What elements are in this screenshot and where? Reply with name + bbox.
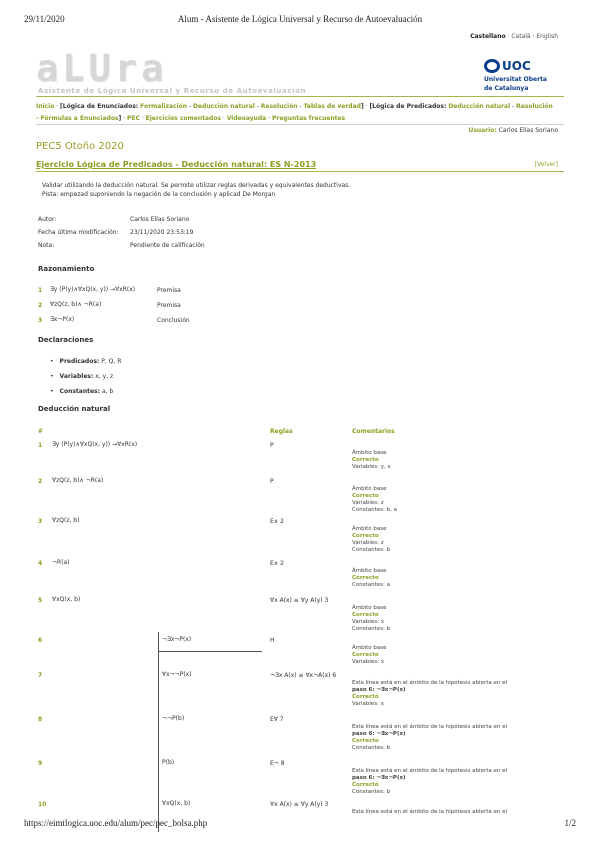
deduction-num: 3 [38, 518, 43, 525]
nav-p-deduccion[interactable]: Deducción natural [448, 103, 511, 110]
print-page: 1/2 [564, 818, 576, 828]
deduction-formula: ∀xQ(x, b) [162, 800, 191, 807]
status-correct: Correcto [352, 782, 379, 788]
deduction-rule: E∧ 2 [270, 560, 284, 567]
print-url: https://eimtlogica.uoc.edu/alum/pec/pec_bolsa.php [24, 818, 208, 828]
reasoning-role: Premisa [157, 287, 181, 294]
nav-ejercicios[interactable]: Ejercicios comentados [145, 115, 222, 122]
exercise-title: Ejercicio Lógica de Predicados - Deducción natural: ES N-2013 [36, 160, 317, 169]
reasoning-num: 1 [38, 287, 43, 294]
status-correct: Correcto [352, 694, 379, 700]
nav-p-resolucion[interactable]: Resolución [516, 103, 553, 110]
deduction-comment: Ámbito base Correcto Variables: z Constantes: b [352, 526, 552, 554]
deduction-num: 2 [38, 478, 43, 485]
deduction-num: 8 [38, 716, 43, 723]
deduction-title: Deducción natural [38, 405, 111, 413]
logo-wordmark: aLUra [36, 47, 168, 90]
deduction-num: 1 [38, 442, 43, 449]
deduction-rule: ∀x A(x) ≡ ∀y A(y) 3 [270, 597, 329, 604]
author: Carlos Elías Soriano [130, 216, 190, 223]
nav-faq[interactable]: Preguntas frecuentes [271, 115, 346, 122]
lang-english[interactable]: English [536, 33, 558, 40]
grade-note: Pendiente de calificación [130, 242, 205, 249]
nav-formulas[interactable]: - Fórmulas a Enunciados [36, 115, 119, 122]
nav-tablas[interactable]: Tablas de verdad [303, 103, 361, 110]
deduction-comment: Ámbito base Correcto Constantes: a [352, 568, 552, 589]
decl-predicates: • Predicados: P, Q, R [50, 358, 121, 365]
uoc-name-1: Universitat Oberta [484, 76, 547, 83]
deduction-comment: Ámbito base Correcto Variables: y, x [352, 450, 552, 471]
reasoning-formula: ∀zQ(z, b)∧ ¬R(a) [50, 301, 102, 308]
deduction-num: 10 [38, 801, 47, 808]
alura-logo[interactable] [36, 47, 168, 90]
page-title: PEC5 Otoño 2020 [36, 141, 124, 152]
status-correct: Correcto [352, 533, 379, 539]
deduction-formula: ¬¬P(b) [162, 715, 185, 722]
deduction-num: 4 [38, 560, 43, 567]
deduction-num: 6 [38, 637, 43, 644]
deduction-rule: P [270, 478, 274, 485]
logo-subtitle: Asistente de Lógica Universal y Recurso de Autoevaluación [38, 87, 307, 95]
back-link[interactable]: [Volver] [534, 161, 558, 168]
deduction-comment: Esta línea está en el ámbito de la hipótesis abierta en el [352, 809, 508, 815]
divider [36, 96, 564, 97]
deduction-rule: E∀ 7 [270, 716, 284, 723]
lang-current: Castellano [470, 33, 506, 40]
reasoning-role: Premisa [157, 302, 181, 309]
hint: Pista: empezad suponiendo la negación de la conclusión y aplicad De Morgan [42, 191, 276, 198]
deduction-num: 5 [38, 597, 43, 604]
deduction-formula: ¬R(a) [52, 559, 70, 566]
reasoning-num: 2 [38, 302, 43, 309]
reasoning-role: Conclusión [157, 317, 190, 324]
modified-date: 23/11/2020 23:53:19 [130, 229, 194, 236]
status-correct: Correcto [352, 575, 379, 581]
deduction-comment: Esta línea está en el ámbito de la hipótesis abierta en el paso 6: ¬∃x¬P(x) Correcto Constantes: b [352, 768, 552, 796]
uoc-mark-icon [484, 59, 500, 73]
reasoning-formula: ∃y (P(y)∧∀xQ(x, y)) →∀xR(x) [50, 286, 136, 293]
deduction-rule: ¬∃x A(x) ≡ ∀x¬A(x) 6 [270, 672, 337, 679]
uoc-word: UOC [502, 58, 531, 73]
user-info: Usuario: Carlos Elías Soriano [468, 127, 558, 134]
nav-inicio[interactable]: Inicio [36, 103, 55, 110]
deduction-rule: E¬ 8 [270, 760, 285, 767]
hypothesis-underline [158, 651, 262, 652]
print-date: 29/11/2020 [24, 14, 65, 24]
reasoning-num: 3 [38, 317, 43, 324]
hypothesis-bar [158, 632, 159, 832]
status-correct: Correcto [352, 738, 379, 744]
uoc-name-2: de Catalunya [484, 85, 529, 92]
decl-constants: • Constantes: a, b [50, 388, 121, 395]
status-correct: Correcto [352, 457, 379, 463]
deduction-num: 7 [38, 672, 43, 679]
print-header [24, 14, 576, 28]
lang-catala[interactable]: Català [511, 33, 531, 40]
print-title: Alum - Asistente de Lógica Universal y Recurso de Autoevaluación [177, 14, 423, 24]
language-selector: Castellano · Català · English [470, 33, 558, 40]
deduction-comment: Ámbito base Correcto Variables: x [352, 645, 552, 666]
divider [36, 171, 564, 172]
deduction-num: 9 [38, 760, 43, 767]
uoc-logo[interactable] [484, 55, 564, 92]
deduction-formula: ∀zQ(z, b)∧ ¬R(a) [52, 477, 104, 484]
main-nav: Inicio · [Lógica de Enunciados: Formalización - Deducción natural - Resolución - Tablas de verdad] · [Lógica de Predicados: Deducción natural - Resolución - Fórmulas a Enunciados] · PEC · Ejercicios comentados · Videoayuda · Preguntas frecuentes [36, 103, 553, 122]
reasoning-formula: ∃x¬P(x) [50, 316, 75, 323]
status-correct: Correcto [352, 652, 379, 658]
deduction-comment: Esta línea está en el ámbito de la hipótesis abierta en el paso 6: ¬∃x¬P(x) Correcto Variables: x [352, 680, 552, 708]
deduction-rule: P [270, 442, 274, 449]
deduction-formula: P(b) [162, 759, 175, 766]
deduction-rule: E∧ 2 [270, 518, 284, 525]
decl-variables: • Variables: x, y, z [50, 373, 121, 380]
instruction: Validar utilizando la deducción natural. Se permite utilizar reglas derivadas y equivalentes deductivas. [42, 182, 351, 189]
nav-videoayuda[interactable]: Videoayuda [226, 115, 267, 122]
deduction-formula: ∀zQ(z, b) [52, 517, 80, 524]
deduction-formula: ∀xQ(x, b) [52, 596, 81, 603]
print-footer [24, 816, 576, 828]
deduction-rule: ∀x A(x) ≡ ∀y A(y) 3 [270, 801, 329, 808]
declarations-list [50, 358, 121, 403]
nav-deduccion[interactable]: Deducción natural [193, 103, 255, 110]
reasoning-title: Razonamiento [38, 265, 95, 273]
deduction-formula: ¬∃x¬P(x) [162, 636, 192, 643]
deduction-formula: ∀x¬¬P(x) [162, 671, 192, 678]
nav-resolucion[interactable]: Resolución [260, 103, 298, 110]
divider [36, 124, 564, 125]
nav-pec[interactable]: PEC [127, 115, 140, 122]
deduction-comment: Ámbito base Correcto Variables: x Constantes: b [352, 605, 552, 633]
nav-formalizacion[interactable]: Formalización [140, 103, 188, 110]
status-correct: Correcto [352, 612, 379, 618]
status-correct: Correcto [352, 493, 379, 499]
deduction-comment: Ámbito base Correcto Variables: z Constantes: b, a [352, 486, 552, 514]
declarations-title: Declaraciones [38, 336, 94, 344]
deduction-formula: ∃y (P(y)∧∀xQ(x, y)) →∀xR(x) [52, 441, 138, 448]
deduction-rule: H [270, 637, 275, 644]
user-name: Carlos Elías Soriano [498, 127, 558, 134]
deduction-comment: Esta línea está en el ámbito de la hipótesis abierta en el paso 6: ¬∃x¬P(x) Correcto Constantes: b [352, 724, 552, 752]
